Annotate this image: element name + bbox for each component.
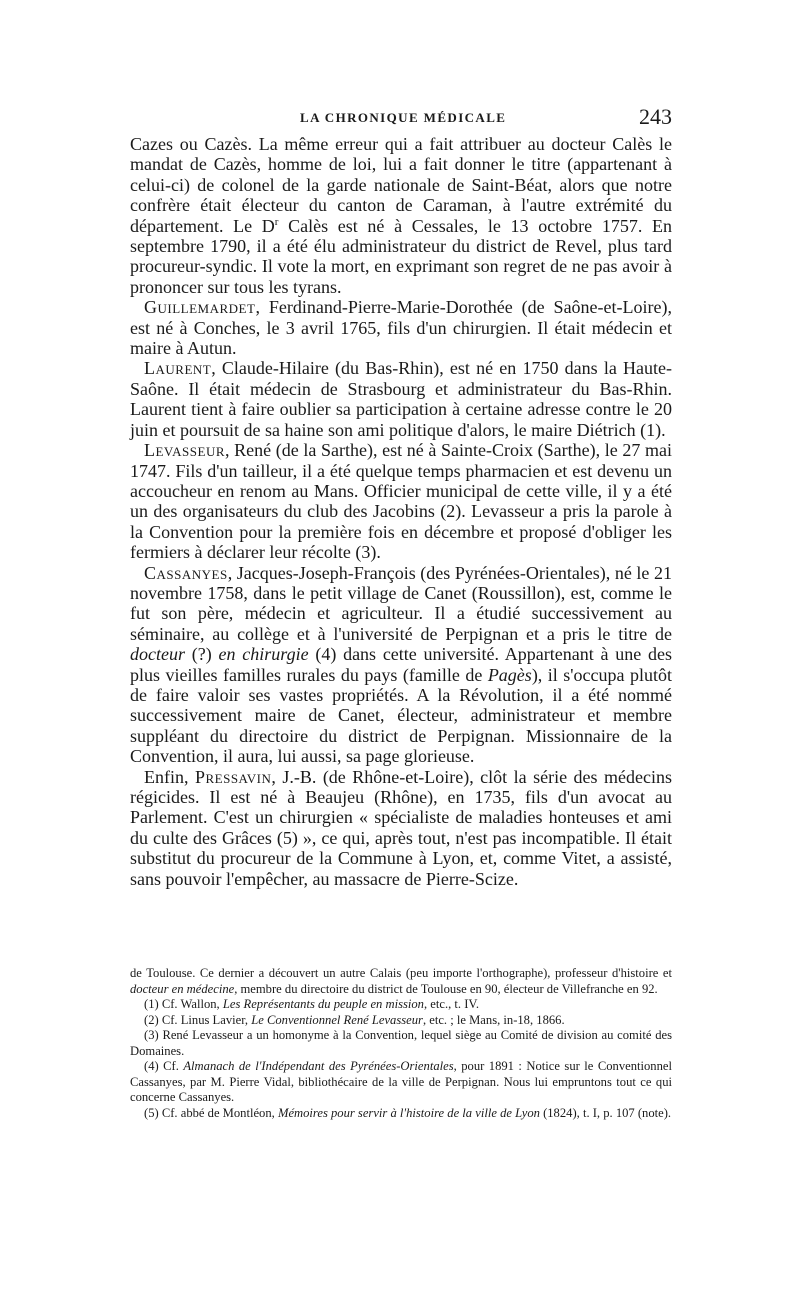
deputy-name: Levasseur: [144, 440, 225, 461]
deputy-name: Cassanyes: [144, 562, 228, 583]
running-title: LA CHRONIQUE MÉDICALE: [300, 110, 507, 125]
paragraph-guillemardet: Guillemardet, Ferdinand-Pierre-Marie-Dorothée (de Saône-et-Loire), est né à Conches, le 3 avril 1765, fils d'un chirurgien. Il était médecin et maire à Autun.: [130, 297, 672, 359]
footnote-continuation: de Toulouse. Ce dernier a découvert un autre Calais (peu importe l'orthographe), professeur d'histoire et docteur en médecine, membre du directoire du district de Toulouse en 90, électeur de Villefranche en 92.: [130, 966, 672, 996]
footnote-2: (2) Cf. Linus Lavier, Le Conventionnel René Levasseur, etc. ; le Mans, in-18, 1866.: [144, 1012, 565, 1027]
footnotes: [130, 966, 672, 1121]
deputy-name: Pressavin: [194, 766, 272, 787]
footnote-5: (5) Cf. abbé de Montléon, Mémoires pour servir à l'histoire de la ville de Lyon (1824), t. I, p. 107 (note).: [144, 1105, 672, 1120]
paragraph-laurent: Laurent, Claude-Hilaire (du Bas-Rhin), est né en 1750 dans la Haute-Saône. Il était médecin de Strasbourg et administrateur du Bas-Rhin. Laurent tient à faire oublier sa participation à certaine adresse contre le 20 juin et poursuit de sa haine son ami politique d'alors, le maire Diétrich (1).: [130, 358, 672, 440]
deputy-name: Guillemardet: [144, 297, 256, 318]
page-number: 243: [639, 104, 672, 129]
paragraph-cassanyes: Cassanyes, Jacques-Joseph-François (des Pyrénées-Orientales), né le 21 novembre 1758, dans le petit village de Canet (Roussillon), est, comme le fut son père, médecin et agriculteur. Il a étudié successivement au séminaire, au collège et à l'université de Perpignan et a pris le titre de docteur (?) en chirurgie (4) dans cette université. Appartenant à une des plus vieilles familles rurales du pays (famille de Pagès), il s'occupa plutôt de faire valoir ses vastes propriétés. A la Révolution, il a été nommé successivement maire de Canet, électeur, administrateur et membre suppléant du directoire du district de Perpignan. Missionnaire de la Convention, il aura, lui aussi, sa page glorieuse.: [130, 562, 673, 767]
footnote-4: (4) Cf. Almanach de l'Indépendant des Pyrénées-Orientales, pour 1891 : Notice sur le Conventionnel Cassanyes, par M. Pierre Vidal, bibliothécaire de la ville de Perpignan. Nous lui empruntons tout ce qui concerne Cassanyes.: [130, 1059, 672, 1104]
paragraph-pressavin: Enfin, Pressavin, J.-B. (de Rhône-et-Loire), clôt la série des médecins régicides. Il est né à Beaujeu (Rhône), en 1735, fils d'un avocat au Parlement. C'est un chirurgien « spécialiste de maladies honteuses et ami du culte des Grâces (5) », ce qui, après tout, n'est pas incompatible. Il était substitut du procureur de la Commune à Lyon, et, comme Vitet, a assisté, sans pouvoir l'empêcher, au massacre de Pierre-Scize.: [130, 766, 672, 889]
paragraph-levasseur: Levasseur, René (de la Sarthe), est né à Sainte-Croix (Sarthe), le 27 mai 1747. Fils d'un tailleur, il a été quelque temps pharmacien et est devenu un accoucheur en renom au Mans. Officier municipal de cette ville, il y a été un des organisateurs du club des Jacobins (2). Levasseur a pris la parole à la Convention pour la première fois en décembre et proposé d'obliger les fermiers à déclarer leur récolte (3).: [130, 440, 672, 563]
page-header: [130, 104, 672, 134]
deputy-name: Laurent: [144, 358, 212, 379]
main-text: [130, 134, 672, 889]
footnote-1: (1) Cf. Wallon, Les Représentants du peuple en mission, etc., t. IV.: [144, 997, 480, 1011]
paragraph-cazes: Cazes ou Cazès. La même erreur qui a fait attribuer au docteur Calès le mandat de Cazès, homme de loi, lui a fait donner le titre (appartenant à celui-ci) de colonel de la garde nationale de Saint-Béat, alors que notre confrère était électeur du canton de Caraman, à l'autre extrémité du département. Le $D^r$ Calès est né à Cessales, le 13 octobre 1757. En septembre 1790, il a été élu administrateur du district de Revel, plus tard procureur-syndic. Il vote la mort, en exprimant son regret de ne pas avoir à prononcer sur tous les tyrans.: [130, 134, 672, 297]
footnote-3: (3) René Levasseur a un homonyme à la Convention, lequel siège au Comité de division au comité des Domaines.: [130, 1028, 672, 1058]
